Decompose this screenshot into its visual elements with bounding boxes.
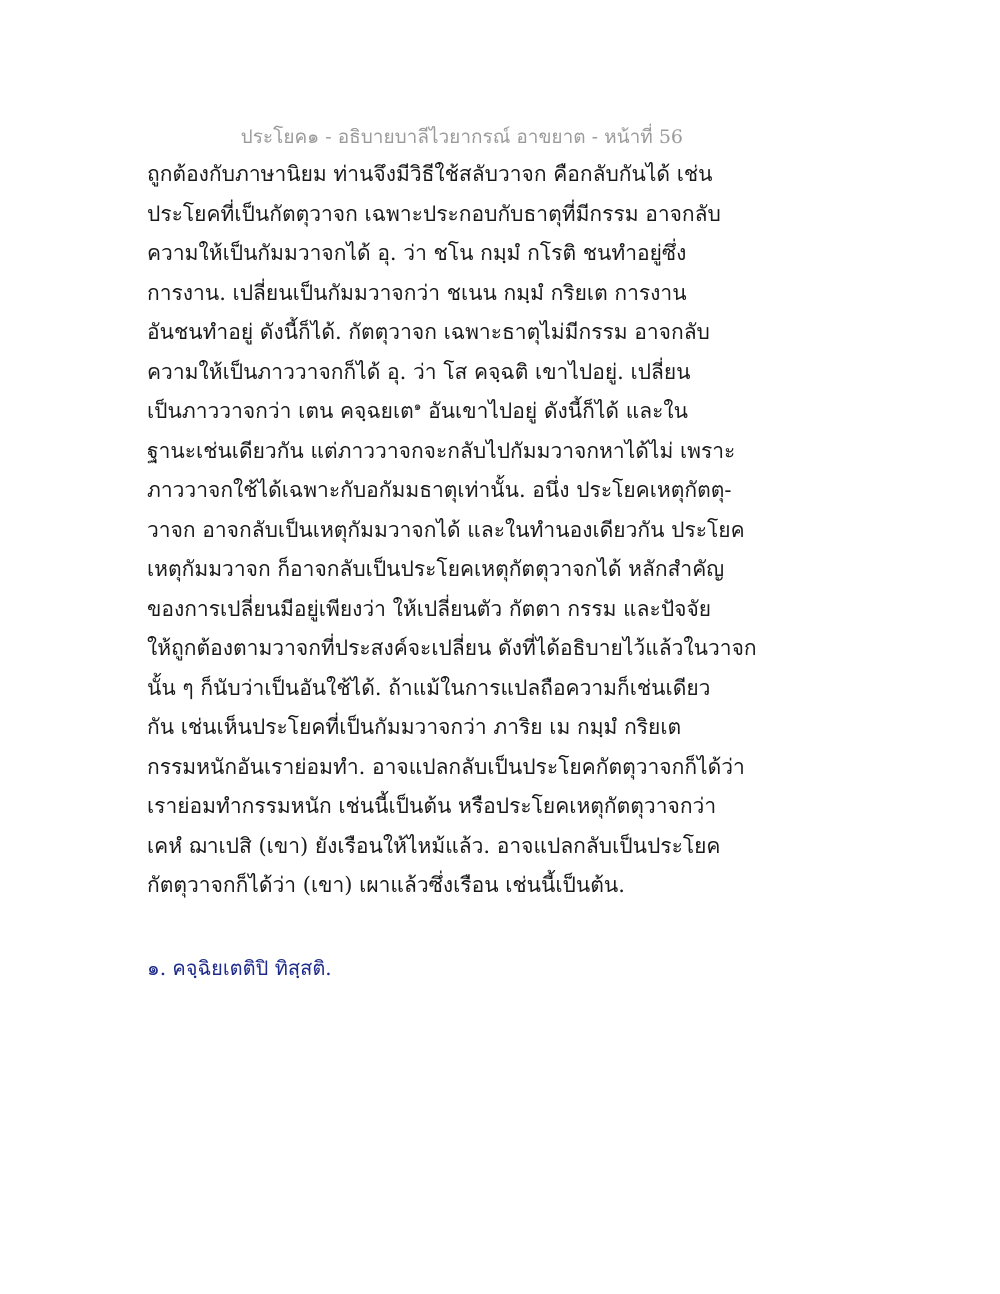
- text-line: ประโยคที่เป็นกัตตุวาจก เฉพาะประกอบกับธาตุที่มีกรรม อาจกลับ: [147, 201, 721, 226]
- text-line: ความให้เป็นภาววาจกก็ได้ อุ. ว่า โส คจฺฉติ เขาไปอยู่. เปลี่ยน: [147, 359, 691, 384]
- text-line: กัน เช่นเห็นประโยคที่เป็นกัมมวาจกว่า ภาริย เม กมฺมํ กริยเต: [147, 715, 682, 739]
- text-line: ให้ถูกต้องตามวาจกที่ประสงค์จะเปลี่ยน ดังที่ได้อธิบายไว้แล้วในวาจก: [147, 636, 757, 660]
- text-line: เราย่อมทำกรรมหนัก เช่นนี้เป็นต้น หรือประโยคเหตุกัตตุวาจกว่า: [147, 794, 717, 818]
- footnote: ๑. คจฺฉิยเตติปิ ทิสฺสติ.: [147, 956, 332, 980]
- text-line: เหตุกัมมวาจก ก็อาจกลับเป็นประโยคเหตุกัตตุวาจกได้ หลักสำคัญ: [147, 557, 725, 581]
- text-line: การงาน. เปลี่ยนเป็นกัมมวาจกว่า ชเนน กมฺมํ กริยเต การงาน: [147, 280, 687, 305]
- text-line-end: อันเขาไปอยู่ ดังนี้ก็ได้ และใน: [421, 399, 688, 423]
- text-line: อันชนทำอยู่ ดังนี้ก็ได้. กัตตุวาจก เฉพาะธาตุไม่มีกรรม อาจกลับ: [147, 320, 710, 344]
- text-line: ภาววาจกใช้ได้เฉพาะกับอกัมมธาตุเท่านั้น. อนึ่ง ประโยคเหตุกัตตุ-: [147, 478, 732, 502]
- body-text: [147, 155, 757, 906]
- text-line: [147, 392, 707, 432]
- text-line: กรรมหนักอันเราย่อมทำ. อาจแปลกลับเป็นประโยคกัตตุวาจกก็ได้ว่า: [147, 754, 745, 779]
- text-line: ความให้เป็นกัมมวาจกได้ อุ. ว่า ชโน กมฺมํ กโรติ ชนทำอยู่ซึ่ง: [147, 241, 687, 265]
- text-line-start: เป็นภาววาจกว่า เตน คจฺฉยเต: [147, 399, 414, 423]
- text-line: ฐานะเช่นเดียวกัน แต่ภาววาจกจะกลับไปกัมมวาจกหาได้ไม่ เพราะ: [147, 438, 736, 463]
- footnote-marker: ๑: [413, 399, 422, 413]
- text-line: ของการเปลี่ยนมีอยู่เพียงว่า ให้เปลี่ยนตัว กัตตา กรรม และปัจจัย: [147, 596, 712, 621]
- text-line: วาจก อาจกลับเป็นเหตุกัมมวาจกได้ และในทำนองเดียวกัน ประโยค: [147, 517, 745, 542]
- text-line: กัตตุวาจกก็ได้ว่า (เขา) เผาแล้วซึ่งเรือน เช่นนี้เป็นต้น.: [147, 873, 625, 897]
- text-line: นั้น ๆ ก็นับว่าเป็นอันใช้ได้. ถ้าแม้ในการแปลถือความก็เช่นเดียว: [147, 675, 711, 700]
- running-head: ประโยค๑ - อธิบายบาลีไวยากรณ์ อาขยาต - หน้าที่ 56: [240, 126, 683, 148]
- text-line: ถูกต้องกับภาษานิยม ท่านจึงมีวิธีใช้สลับวาจก คือกลับกันได้ เช่น: [147, 162, 713, 186]
- text-line: เคหํ ฌาเปสิ (เขา) ยังเรือนให้ไหม้แล้ว. อาจแปลกลับเป็นประโยค: [147, 833, 721, 858]
